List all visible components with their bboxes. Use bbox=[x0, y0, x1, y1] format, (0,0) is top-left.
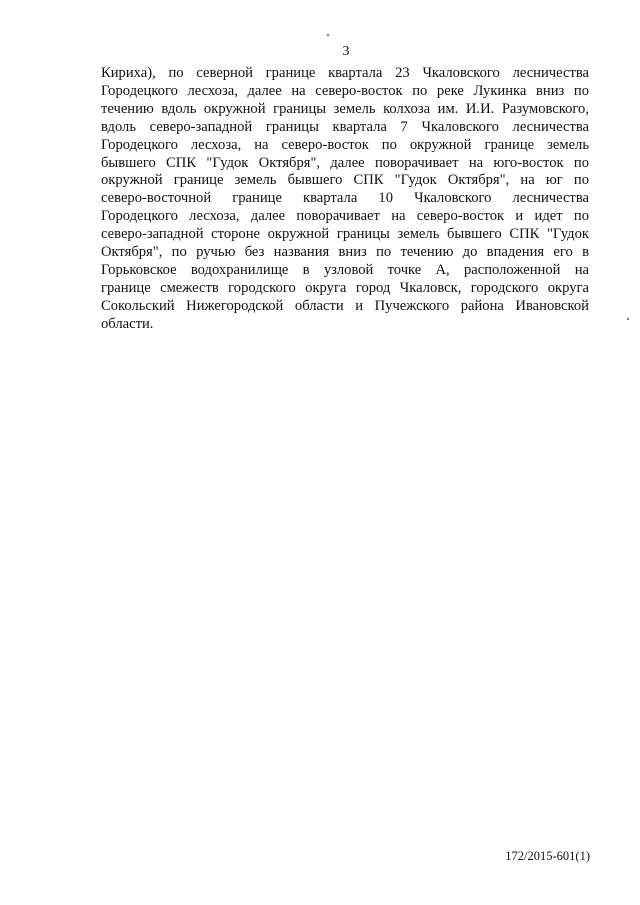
body-paragraph bbox=[101, 65, 589, 334]
text-line: Сокольский Нижегородской области и Пучежского района Ивановской bbox=[101, 297, 589, 314]
text-line: Городецкого лесхоза, на северо-восток по окружной границе земель bbox=[101, 136, 589, 153]
scan-speck bbox=[627, 318, 629, 320]
text-line: области. bbox=[101, 315, 154, 332]
text-line: вдоль северо-западной границы квартала 7 Чкаловского лесничества bbox=[101, 118, 589, 135]
text-line: бывшего СПК "Гудок Октября", далее поворачивает на юго-восток по bbox=[101, 154, 589, 171]
text-line: Октября", по ручью без названия вниз по течению до впадения его в bbox=[101, 244, 589, 261]
document-code: 172/2015-601(1) bbox=[505, 849, 590, 863]
text-line: окружной границе земель бывшего СПК "Гудок Октября", на юг по bbox=[101, 172, 589, 189]
text-line: Кириха), по северной границе квартала 23 Чкаловского лесничества bbox=[101, 65, 589, 81]
text-line: границе смежеств городского округа город Чкаловск, городского округа bbox=[101, 279, 589, 296]
text-line: северо-восточной границе квартала 10 Чкаловского лесничества bbox=[101, 190, 589, 207]
text-line: Горьковское водохранилище в узловой точке А, расположенной на bbox=[101, 261, 589, 278]
text-line: Городецкого лесхоза, далее поворачивает на северо-восток и идет по bbox=[101, 208, 589, 225]
text-line: северо-западной стороне окружной границы земель бывшего СПК "Гудок bbox=[101, 226, 589, 243]
scan-speck bbox=[327, 34, 329, 36]
text-line: течению вдоль окружной границы земель колхоза им. И.И. Разумовского, bbox=[101, 100, 589, 117]
text-line: Городецкого лесхоза, далее на северо-восток по реке Лукинка вниз по bbox=[101, 82, 589, 99]
page-number: 3 bbox=[342, 44, 350, 59]
